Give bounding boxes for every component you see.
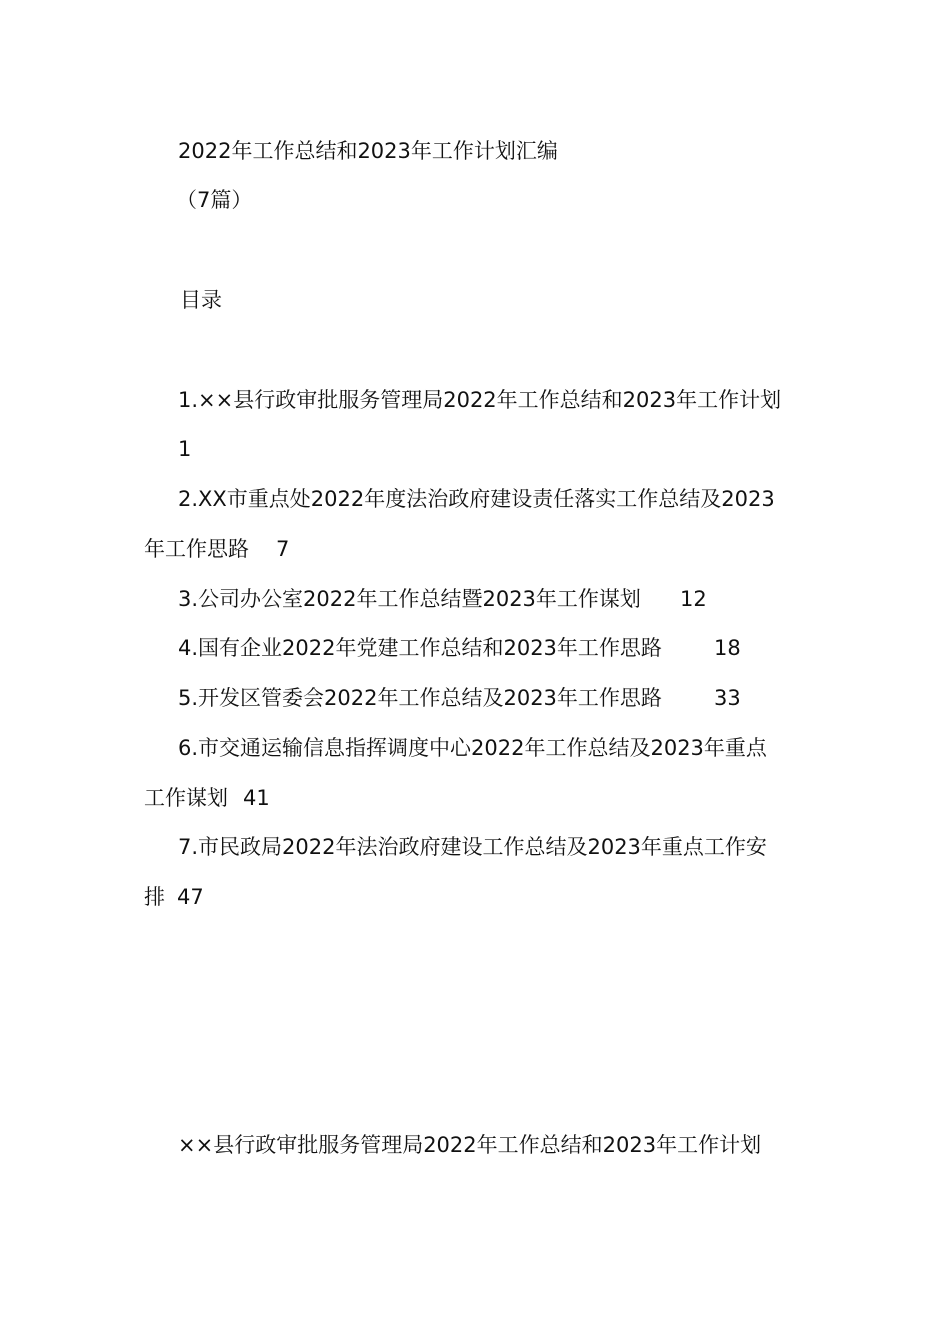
toc-heading: 目录 — [180, 288, 222, 312]
toc-item-title-continued: 工作谋划 — [144, 786, 228, 810]
toc-item-title: 5.开发区管委会2022年工作总结及2023年工作思路 — [178, 686, 662, 710]
document-title: 2022年工作总结和2023年工作计划汇编 — [178, 139, 558, 163]
section-title: ××县行政审批服务管理局2022年工作总结和2023年工作计划 — [178, 1133, 762, 1157]
toc-item-page: 7 — [276, 537, 290, 561]
toc-item-page: 47 — [177, 885, 204, 909]
document-subtitle: （7篇） — [176, 188, 253, 212]
toc-item-title: 3.公司办公室2022年工作总结暨2023年工作谋划 — [178, 587, 641, 611]
toc-item-title: 2.XX市重点处2022年度法治政府建设责任落实工作总结及2023 — [178, 487, 775, 511]
toc-item-title: 7.市民政局2022年法治政府建设工作总结及2023年重点工作安 — [178, 835, 767, 859]
toc-item-title-continued: 年工作思路 — [144, 537, 249, 561]
toc-item-page: 12 — [680, 587, 707, 611]
toc-item-title-continued: 排 — [144, 885, 165, 909]
toc-item-page: 18 — [714, 636, 741, 660]
toc-item-page: 1 — [178, 437, 192, 461]
toc-item-title: 4.国有企业2022年党建工作总结和2023年工作思路 — [178, 636, 662, 660]
toc-item-page: 33 — [714, 686, 741, 710]
toc-item-page: 41 — [243, 786, 270, 810]
toc-item-title: 1.××县行政审批服务管理局2022年工作总结和2023年工作计划 — [178, 388, 782, 412]
toc-item-title: 6.市交通运输信息指挥调度中心2022年工作总结及2023年重点 — [178, 736, 767, 760]
